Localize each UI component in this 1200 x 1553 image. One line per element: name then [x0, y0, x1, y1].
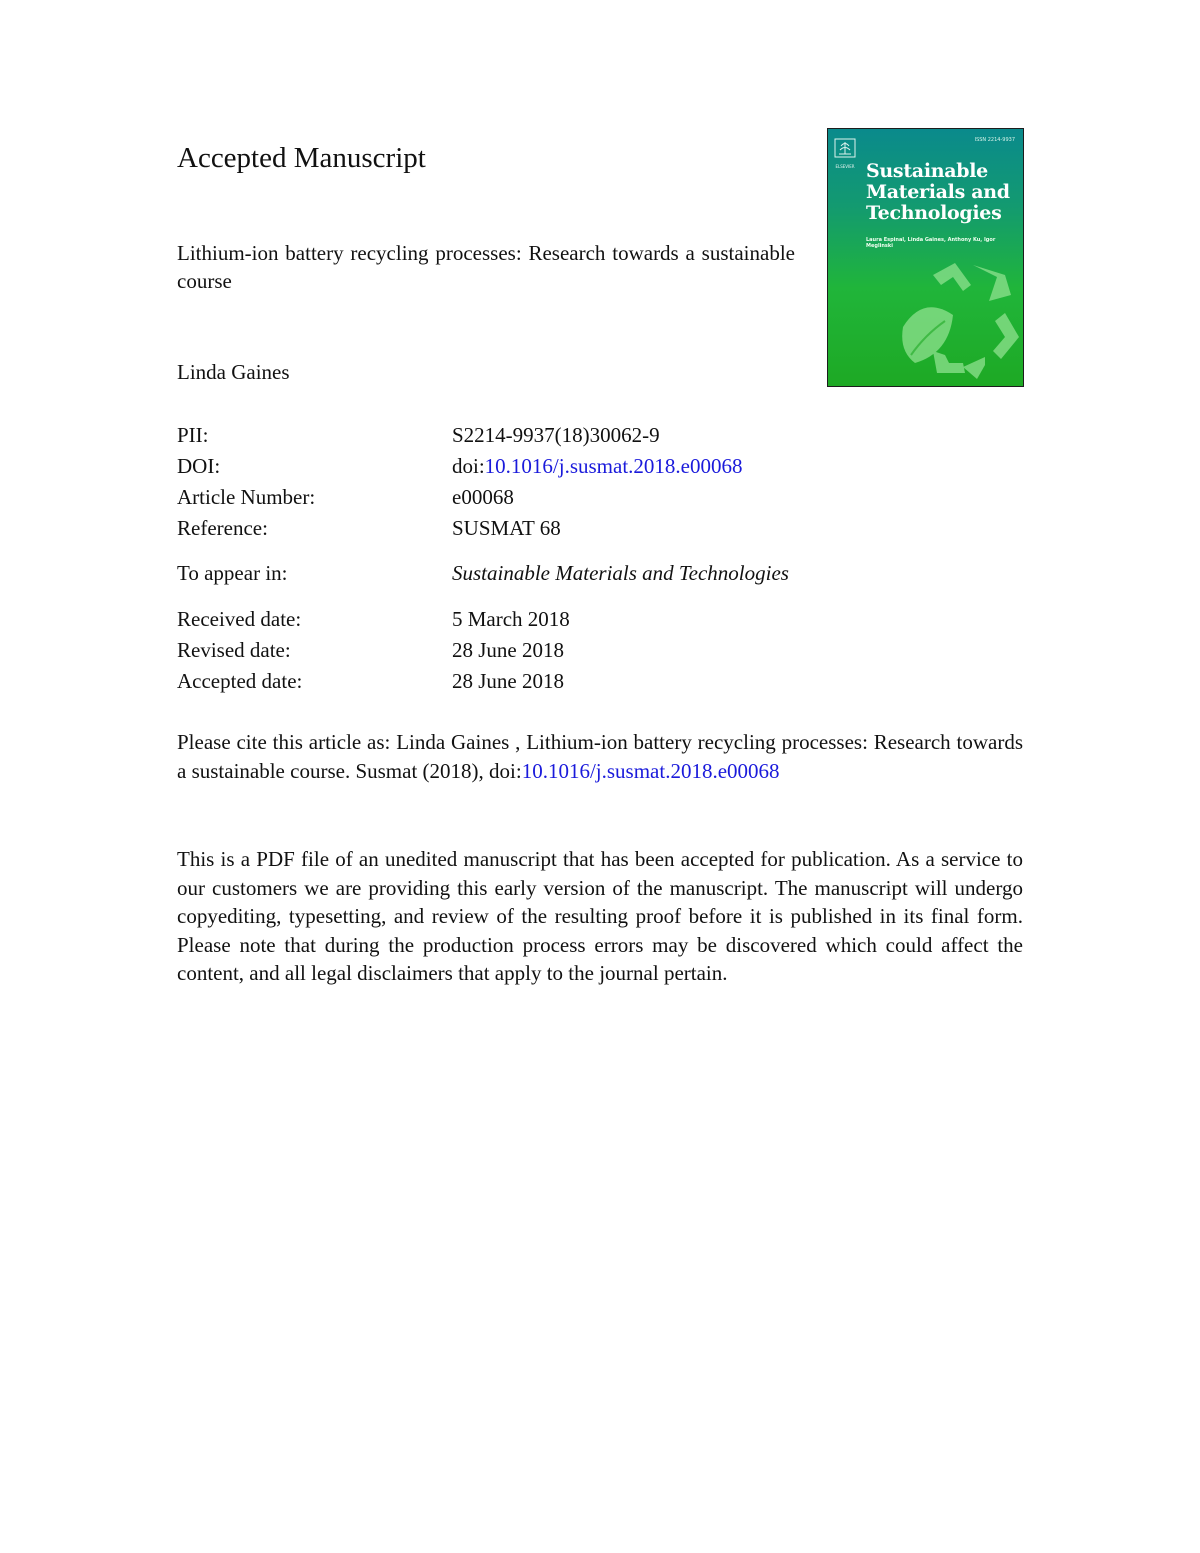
doi-label: DOI:: [177, 454, 221, 478]
citation-doi-link[interactable]: 10.1016/j.susmat.2018.e00068: [521, 758, 780, 783]
cover-journal-title: [866, 161, 1010, 224]
disclaimer-paragraph: This is a PDF file of an unedited manuscript that has been accepted for publication. As a service to our customers we are providing this early version of the manuscript. The manuscript will undergo copyediting, typesetting, and review of the resulting proof before it is published in its final form. Please note that during the production process errors may be discovered which could affect the content, and all legal disclaimers that apply to the journal pertain.: [177, 847, 1023, 985]
metadata-group-journal: [177, 558, 789, 589]
pii-value: S2214-9937(18)30062-9: [452, 423, 660, 447]
cover-title-line-3: Technologies: [866, 202, 1002, 224]
accepted-value: 28 June 2018: [452, 669, 564, 693]
metadata-row-revised: [177, 635, 570, 666]
metadata-row-reference: [177, 513, 743, 544]
cover-title-line-2: Materials and: [866, 181, 1010, 203]
cover-logo-text: ELSEVIER: [835, 164, 855, 169]
received-label: Received date:: [177, 607, 302, 631]
page-heading: Accepted Manuscript: [177, 142, 426, 174]
cover-editors: Laura Espinal, Linda Gaines, Anthony Ku, Igor Meglinski: [866, 237, 996, 249]
article-title: Lithium-ion battery recycling processes: Research towards a sustainable course: [177, 241, 795, 293]
doi-value: [452, 451, 743, 482]
received-value: 5 March 2018: [452, 607, 570, 631]
cover-issn: ISSN 2214-9937: [974, 137, 1015, 143]
recycle-leaf-icon: [893, 255, 1023, 380]
article-number-label: Article Number:: [177, 485, 316, 509]
reference-value: SUSMAT 68: [452, 516, 561, 540]
revised-value: 28 June 2018: [452, 638, 564, 662]
metadata-row-accepted: [177, 666, 570, 697]
pii-label: PII:: [177, 423, 209, 447]
metadata-group-dates: [177, 604, 570, 697]
journal-cover: [827, 128, 1024, 387]
metadata-row-doi: [177, 451, 743, 482]
article-number-value: e00068: [452, 485, 514, 509]
appear-value: Sustainable Materials and Technologies: [452, 561, 789, 585]
elsevier-logo-icon: [834, 138, 856, 169]
reference-label: Reference:: [177, 516, 268, 540]
appear-label: To appear in:: [177, 561, 288, 585]
metadata-row-article-number: [177, 482, 743, 513]
doi-prefix: doi:: [452, 454, 485, 478]
article-author: Linda Gaines: [177, 360, 290, 384]
revised-label: Revised date:: [177, 638, 291, 662]
accepted-label: Accepted date:: [177, 669, 303, 693]
citation-text: Please cite this article as: Linda Gaines , Lithium-ion battery recycling processes: Research towards a sustainable course. Susmat (2018), doi:: [177, 730, 1023, 783]
metadata-row-appear: [177, 558, 789, 589]
doi-link[interactable]: 10.1016/j.susmat.2018.e00068: [484, 454, 743, 478]
metadata-row-received: [177, 604, 570, 635]
metadata-row-pii: [177, 420, 743, 451]
citation-paragraph: [177, 728, 1023, 785]
cover-title-line-1: Sustainable: [866, 160, 988, 182]
metadata-group-ids: [177, 420, 743, 544]
